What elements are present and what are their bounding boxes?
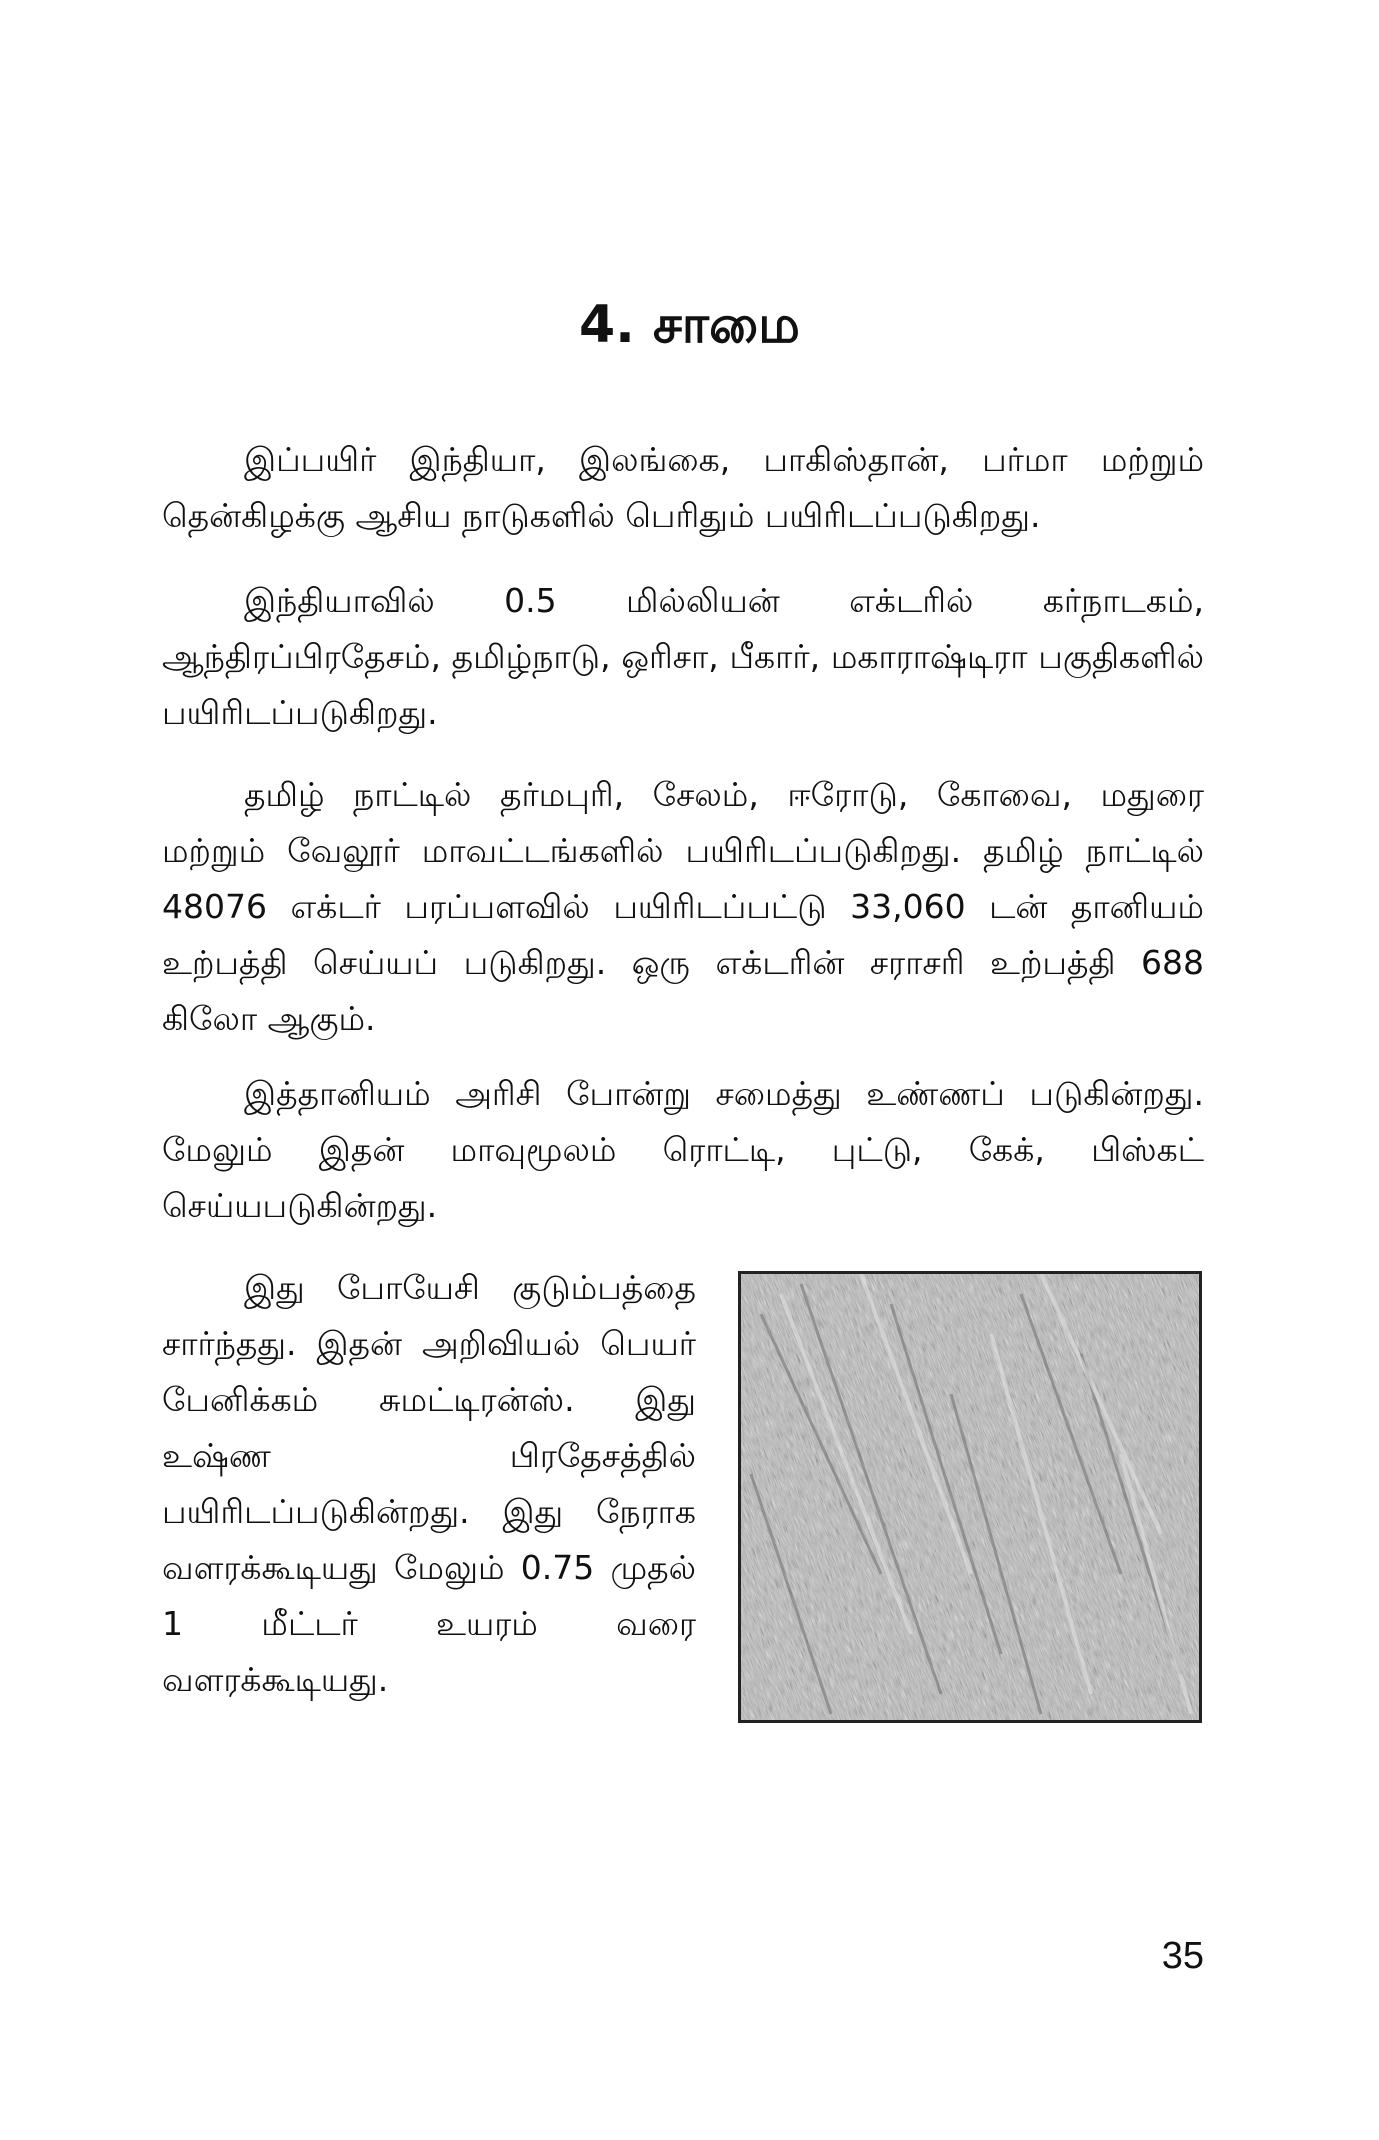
paragraph-regions: இப்பயிர் இந்தியா, இலங்கை, பாகிஸ்தான், பர்மா மற்றும் தென்கிழக்கு ஆசிய நாடுகளில் பெரிதும் பயிரிடப்படுகிறது. (162, 440, 1204, 535)
page-number: 35 (1161, 1935, 1204, 1977)
grain-crop-photo-icon (741, 1274, 1199, 1720)
chapter-title: 4. சாமை (578, 295, 801, 355)
crop-photo (738, 1271, 1202, 1723)
paragraph-uses: இத்தானியம் அரிசி போன்று சமைத்து உண்ணப் படுகின்றது. மேலும் இதன் மாவுமூலம் ரொட்டி, புட்டு, கேக், பிஸ்கட் செய்யபடுகின்றது. (162, 1074, 1204, 1225)
paragraph-india-states: இந்தியாவில் 0.5 மில்லியன் எக்டரில் கர்நாடகம், ஆந்திரப்பிரதேசம், தமிழ்நாடு, ஒரிசா, பீகார், மகாராஷ்டிரா பகுதிகளில் பயிரிடப்படுகிறது. (162, 581, 1204, 732)
paragraph-botany: இது போயேசி குடும்பத்தை சார்ந்தது. இதன் அறிவியல் பெயர் பேனிக்கம் சுமட்டிரன்ஸ். இது உஷ்ண பிரதேசத்தில் பயிரிடப்படுகின்றது. இது நேராக வளரக்கூடியது மேலும் 0.75 முதல் 1 மீட்டர் உயரம் வரை வளரக்கூடியது. (162, 1268, 696, 1699)
paragraph-tamilnadu-production: தமிழ் நாட்டில் தர்மபுரி, சேலம், ஈரோடு, கோவை, மதுரை மற்றும் வேலூர் மாவட்டங்களில் பயிரிடப்படுகிறது. தமிழ் நாட்டில் 48076 எக்டர் பரப்பளவில் பயிரிடப்பட்டு 33,060 டன் தானியம் உற்பத்தி செய்யப் படுகிறது. ஒரு எக்டரின் சராசரி உற்பத்தி 688 கிலோ ஆகும். (162, 775, 1204, 1038)
